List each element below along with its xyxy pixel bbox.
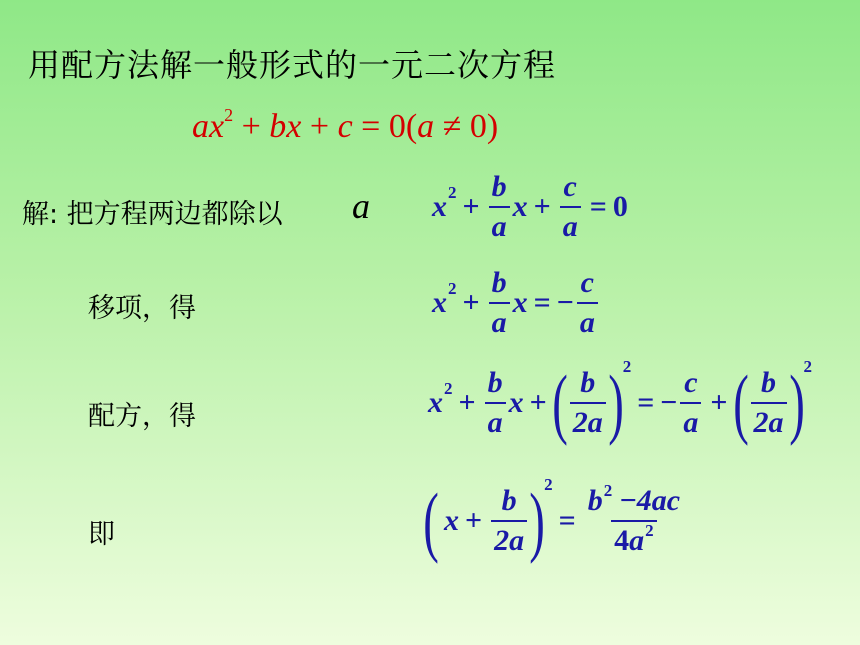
var-b: b — [587, 484, 603, 517]
right-paren: ) — [529, 477, 545, 564]
plus-sign: + — [458, 386, 476, 419]
step2-label: 移项，得 — [88, 293, 196, 324]
step4-equation — [423, 475, 686, 564]
equals-sign: = — [361, 108, 381, 145]
term-4ac: 4ac — [636, 484, 681, 517]
plus-sign: + — [462, 190, 480, 223]
step1-label: 解: 把方程两边都除以 — [22, 199, 283, 230]
fraction-b-over-2a — [491, 484, 527, 558]
not-equal-sign: ≠ — [442, 108, 462, 145]
var-x: x — [512, 190, 528, 223]
zero-open-paren: 0( — [388, 108, 418, 145]
exponent: 2 — [622, 357, 632, 376]
denominator: a — [577, 302, 598, 340]
step3-label: 配方，得 — [88, 401, 196, 432]
exponent: 2 — [803, 357, 812, 376]
minus-sign: − — [556, 286, 574, 319]
exponent: 2 — [444, 379, 453, 398]
coef-b: b — [269, 108, 287, 145]
plus-sign: + — [529, 386, 547, 419]
squared-group — [551, 357, 632, 446]
step2-equation — [432, 266, 601, 340]
numerator: c — [563, 170, 577, 203]
fraction-c-over-a — [577, 266, 598, 340]
minus-sign: − — [660, 386, 678, 419]
var-x: x — [209, 108, 225, 145]
right-paren: ) — [607, 359, 624, 446]
step3-equation — [428, 357, 812, 446]
equals-sign: = — [558, 504, 576, 537]
slide-title: 用配方法解一般形式的一元二次方程 — [28, 46, 557, 84]
step4-label: 即 — [88, 519, 115, 550]
step1-variable: a — [352, 186, 370, 226]
plus-sign: + — [464, 504, 483, 537]
squared-group — [423, 475, 553, 564]
plus-sign: + — [710, 386, 728, 419]
plus-sign: + — [241, 108, 261, 145]
fraction-b-over-a — [485, 366, 506, 440]
numerator: b — [761, 366, 776, 399]
denominator: a — [485, 402, 506, 440]
numerator: b — [491, 266, 507, 299]
coef-a: a — [417, 108, 435, 145]
var-x: x — [443, 504, 459, 537]
left-paren: ( — [732, 359, 749, 446]
fraction-c-over-a — [680, 366, 701, 440]
var-x: x — [286, 108, 302, 145]
zero: 0 — [612, 190, 628, 223]
denominator: 2a — [570, 402, 606, 440]
denominator: a — [489, 302, 510, 340]
digit-4: 4 — [614, 524, 630, 557]
plus-sign: + — [533, 190, 551, 223]
exponent: 2 — [645, 521, 654, 540]
numerator: c — [580, 266, 594, 299]
numerator: b — [580, 366, 596, 399]
denominator: a — [489, 206, 510, 244]
step1-equation — [432, 170, 628, 244]
numerator: b — [487, 366, 503, 399]
right-paren: ) — [788, 359, 805, 446]
coef-a: a — [192, 108, 209, 145]
var-a: a — [629, 524, 645, 557]
denominator: a — [680, 402, 701, 440]
var-x: x — [508, 386, 524, 419]
exponent: 2 — [448, 183, 457, 202]
exponent: 2 — [224, 105, 234, 125]
fraction-b-over-2a — [751, 366, 787, 440]
zero-close-paren: 0) — [469, 108, 499, 145]
exponent: 2 — [544, 475, 553, 494]
plus-sign: + — [309, 108, 330, 145]
coef-c: c — [337, 108, 353, 145]
fraction-c-over-a — [560, 170, 581, 244]
left-paren: ( — [423, 477, 439, 564]
left-paren: ( — [551, 359, 568, 446]
plus-sign: + — [462, 286, 480, 319]
var-x: x — [512, 286, 528, 319]
exponent: 2 — [603, 481, 613, 500]
fraction-b-over-a — [489, 170, 510, 244]
denominator: 2a — [751, 402, 787, 440]
exponent: 2 — [448, 279, 457, 298]
minus-sign: − — [619, 484, 637, 517]
fraction-discriminant — [585, 481, 683, 558]
var-x: x — [428, 386, 443, 419]
general-quadratic-equation — [192, 105, 499, 146]
denominator — [611, 520, 657, 558]
equals-sign: = — [637, 386, 655, 419]
fraction-b-over-2a — [570, 366, 606, 440]
denominator: 2a — [491, 520, 527, 558]
numerator: b — [491, 170, 507, 203]
denominator: a — [560, 206, 581, 244]
var-x: x — [432, 190, 447, 223]
equals-sign: = — [589, 190, 607, 223]
equals-sign: = — [533, 286, 551, 319]
var-x: x — [432, 286, 447, 319]
fraction-b-over-a — [489, 266, 510, 340]
numerator — [585, 481, 683, 520]
numerator: b — [501, 484, 517, 517]
numerator: c — [684, 366, 698, 399]
squared-group — [732, 357, 812, 446]
